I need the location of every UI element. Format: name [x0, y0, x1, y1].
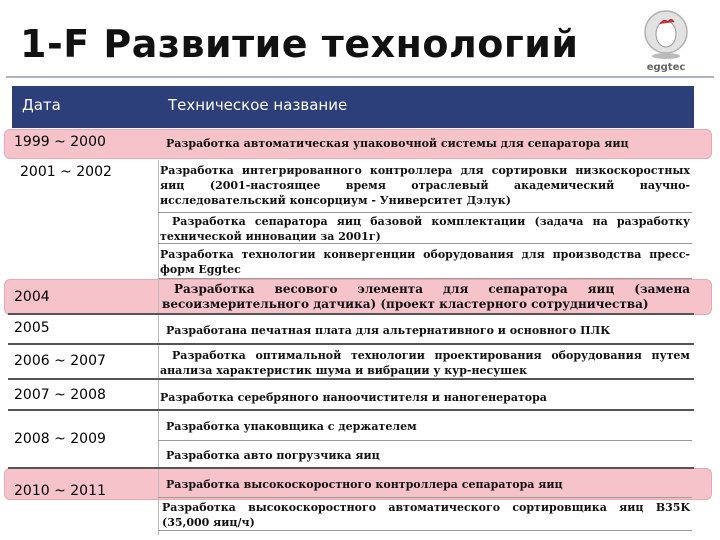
- date-2005: 2005: [14, 320, 50, 336]
- row-separator: [158, 440, 692, 441]
- entry-integrated-controller: Разработка интегрированного контроллера для сортировки низкоскоростных яиц (2001-настоящее время отраслевый академический научно-исследовательский консорциум - Университет Дэлук): [160, 164, 690, 207]
- date-2007-2008: 2007 ~ 2008: [14, 387, 106, 403]
- date-2004: 2004: [14, 289, 50, 305]
- entry-weight-element: Разработка весового элемента для сепаратора яиц (замена весоизмерительного датчика) (проект кластерного сотрудничества): [162, 282, 690, 311]
- date-2008-2009: 2008 ~ 2009: [14, 431, 106, 447]
- page-title: 1-F Развитие технологий: [20, 22, 579, 66]
- row-separator: [8, 467, 694, 469]
- entry-auto-loader: Разработка авто погрузчика яиц: [166, 449, 380, 462]
- date-1999-2000: 1999 ~ 2000: [14, 134, 106, 150]
- eggtec-logo: [640, 8, 692, 76]
- entry-silver-nano: Разработка серебряного наноочистителя и наногенератора: [160, 391, 547, 404]
- entry-pcb-plc: Разработана печатная плата для альтернативного и основного ПЛК: [166, 324, 611, 337]
- date-2006-2007: 2006 ~ 2007: [14, 353, 106, 369]
- entry-packing-system: Разработка автоматическая упаковочной системы для сепаратора яиц: [166, 137, 629, 150]
- row-separator: [158, 278, 692, 279]
- entry-holder-packer: Разработка упаковщика с держателем: [166, 420, 417, 433]
- entry-basic-separator: Разработка сепаратора яиц базовой комплектации (задача на разработку технической инновации за 2001г): [160, 215, 690, 243]
- entry-mold-convergence: Разработка технологии конвергенции оборудования для производства пресс-форм Eggtec: [160, 248, 690, 276]
- row-separator: [8, 409, 694, 411]
- logo-text: eggtec: [646, 62, 686, 73]
- table-header: [12, 86, 694, 128]
- entry-highspeed-controller: Разработка высокоскоростного контроллера сепаратора яиц: [166, 478, 563, 491]
- egg-logo-icon: [640, 8, 692, 64]
- row-separator: [158, 497, 692, 498]
- title-divider: [6, 76, 714, 78]
- header-name: Техническое название: [168, 96, 348, 114]
- column-divider: [158, 160, 159, 535]
- date-2001-2002: 2001 ~ 2002: [20, 164, 112, 180]
- row-separator: [8, 313, 694, 315]
- entry-b35k-sorter: Разработка высокоскоростного автоматического сортировщика яиц B35K (35,000 яиц/ч): [162, 501, 690, 529]
- header-date: Дата: [22, 96, 61, 114]
- entry-noise-vibration: Разработка оптимальной технологии проектирования оборудования путем анализа характеристик шума и вибрации у кур-несушек: [160, 349, 690, 377]
- date-2010-2011: 2010 ~ 2011: [14, 483, 106, 499]
- row-separator: [158, 530, 692, 531]
- row-separator: [158, 212, 692, 213]
- row-separator: [8, 343, 694, 345]
- row-separator: [8, 378, 694, 380]
